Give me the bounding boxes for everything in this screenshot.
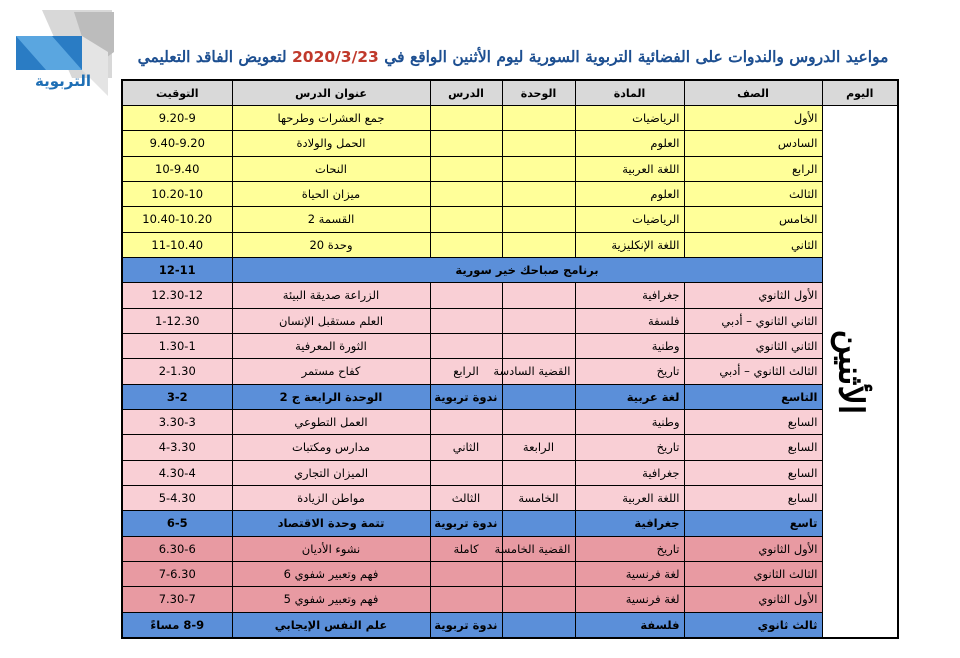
cell-topic: الميزان التجاري (232, 460, 430, 485)
cell-grade: الثاني الثانوي (684, 333, 822, 358)
cell-time: 3-2 (122, 384, 232, 409)
page-title (128, 47, 898, 66)
cell-time: 7.30-7 (122, 587, 232, 612)
cell-subject: جغرافية (575, 460, 684, 485)
cell-grade: الثاني الثانوي – أدبي (684, 308, 822, 333)
cell-unit (502, 283, 575, 308)
cell-grade: الثالث (684, 181, 822, 206)
day-label: الأثنين (830, 329, 871, 414)
cell-unit (502, 131, 575, 156)
cell-grade: السابع (684, 485, 822, 510)
cell-grade: الرابع (684, 156, 822, 181)
header-unit: الوحدة (502, 80, 575, 106)
cell-unit: القضية الخامسة (502, 536, 575, 561)
table-row (122, 106, 898, 131)
cell-topic: تتمة وحدة الاقتصاد (232, 511, 430, 536)
cell-subject: جغرافية (575, 283, 684, 308)
cell-lesson: الثاني (430, 435, 502, 460)
cell-time: 5-4.30 (122, 485, 232, 510)
cell-grade: الأول الثانوي (684, 283, 822, 308)
table-row (122, 612, 898, 638)
table-row (122, 181, 898, 206)
cell-grade: السابع (684, 435, 822, 460)
cell-subject: جغرافية (575, 511, 684, 536)
cell-unit (502, 207, 575, 232)
cell-unit: الرابعة (502, 435, 575, 460)
cell-topic: فهم وتعبير شفوي 5 (232, 587, 430, 612)
cell-unit (502, 333, 575, 358)
cell-unit (502, 612, 575, 638)
header-lesson: الدرس (430, 80, 502, 106)
banner-title: برنامج صباحك خير سورية (232, 257, 822, 282)
cell-topic: وحدة 20 (232, 232, 430, 257)
cell-topic: العمل التطوعي (232, 409, 430, 434)
cell-topic: جمع العشرات وطرحها (232, 106, 430, 131)
cell-lesson (430, 333, 502, 358)
cell-time: 12.30-12 (122, 283, 232, 308)
cell-time: 10.20-10 (122, 181, 232, 206)
cell-lesson (430, 561, 502, 586)
cell-unit (502, 232, 575, 257)
cell-topic: مدارس ومكتبات (232, 435, 430, 460)
cell-unit: القضية السادسة (502, 359, 575, 384)
cell-time: 3.30-3 (122, 409, 232, 434)
cell-grade: السابع (684, 460, 822, 485)
cell-time: 10.40-10.20 (122, 207, 232, 232)
cell-subject: وطنية (575, 333, 684, 358)
cell-subject: العلوم (575, 181, 684, 206)
cell-subject: تاريخ (575, 435, 684, 460)
cell-grade: السابع (684, 409, 822, 434)
cell-grade: الأول (684, 106, 822, 131)
cell-unit (502, 156, 575, 181)
cell-grade: الأول الثانوي (684, 587, 822, 612)
cell-subject: اللغة العربية (575, 485, 684, 510)
table-row (122, 308, 898, 333)
cell-topic: ميزان الحياة (232, 181, 430, 206)
header-row (122, 80, 898, 106)
day-cell (822, 106, 898, 639)
table-row (122, 485, 898, 510)
cell-time: 1-12.30 (122, 308, 232, 333)
cell-time: 9.40-9.20 (122, 131, 232, 156)
cell-lesson (430, 409, 502, 434)
cell-topic: علم النفس الإيجابي (232, 612, 430, 638)
cell-subject: لغة عربية (575, 384, 684, 409)
cell-unit (502, 511, 575, 536)
table-row (122, 435, 898, 460)
cell-time: 6-5 (122, 511, 232, 536)
cell-lesson: ندوة تربوية (430, 612, 502, 638)
cell-lesson: الرابع (430, 359, 502, 384)
cell-subject: تاريخ (575, 536, 684, 561)
cell-lesson (430, 587, 502, 612)
cell-subject: وطنية (575, 409, 684, 434)
cell-unit (502, 409, 575, 434)
header-time: التوقيت (122, 80, 232, 106)
cell-topic: فهم وتعبير شفوي 6 (232, 561, 430, 586)
cell-subject: الرياضيات (575, 207, 684, 232)
header-subject: المادة (575, 80, 684, 106)
cell-time: 7-6.30 (122, 561, 232, 586)
cell-time: 11-10.40 (122, 232, 232, 257)
table-row (122, 409, 898, 434)
cell-lesson: الثالث (430, 485, 502, 510)
cell-topic: مواطن الزيادة (232, 485, 430, 510)
cell-unit (502, 561, 575, 586)
table-row (122, 131, 898, 156)
table-row (122, 333, 898, 358)
cell-subject: لغة فرنسية (575, 587, 684, 612)
table-row (122, 359, 898, 384)
cell-topic: العلم مستقبل الإنسان (232, 308, 430, 333)
cell-lesson (430, 181, 502, 206)
cell-grade: ثالث ثانوي (684, 612, 822, 638)
cell-subject: العلوم (575, 131, 684, 156)
cell-unit (502, 384, 575, 409)
cell-topic: النحات (232, 156, 430, 181)
banner-time: 12-11 (122, 257, 232, 282)
cell-lesson: ندوة تربوية (430, 511, 502, 536)
cell-subject: اللغة العربية (575, 156, 684, 181)
cell-subject: اللغة الإنكليزية (575, 232, 684, 257)
table-row (122, 283, 898, 308)
cell-topic: الوحدة الرابعة ج 2 (232, 384, 430, 409)
banner-row (122, 257, 898, 282)
cell-unit (502, 308, 575, 333)
cell-grade: الثاني (684, 232, 822, 257)
cell-lesson (430, 106, 502, 131)
cell-lesson (430, 131, 502, 156)
cell-time: 1.30-1 (122, 333, 232, 358)
cell-time: 2-1.30 (122, 359, 232, 384)
cell-lesson (430, 283, 502, 308)
cell-grade: الثالث الثانوي – أدبي (684, 359, 822, 384)
cell-topic: الثورة المعرفية (232, 333, 430, 358)
header-day: اليوم (822, 80, 898, 106)
cell-topic: كفاح مستمر (232, 359, 430, 384)
table-row (122, 232, 898, 257)
cell-subject: الرياضيات (575, 106, 684, 131)
table-row (122, 536, 898, 561)
table-row (122, 384, 898, 409)
title-after: لتعويض الفاقد التعليمي (137, 47, 292, 66)
cell-grade: التاسع (684, 384, 822, 409)
table-row (122, 587, 898, 612)
cell-unit (502, 106, 575, 131)
cell-time: 8-9 مساءً (122, 612, 232, 638)
cell-subject: لغة فرنسية (575, 561, 684, 586)
schedule-table (121, 79, 899, 639)
header-topic: عنوان الدرس (232, 80, 430, 106)
cell-grade: تاسع (684, 511, 822, 536)
cell-subject: فلسفة (575, 308, 684, 333)
table-row (122, 207, 898, 232)
cell-time: 6.30-6 (122, 536, 232, 561)
cell-topic: القسمة 2 (232, 207, 430, 232)
cell-topic: الحمل والولادة (232, 131, 430, 156)
cell-lesson (430, 460, 502, 485)
cell-grade: الأول الثانوي (684, 536, 822, 561)
table-row (122, 156, 898, 181)
cell-unit (502, 460, 575, 485)
cell-lesson (430, 156, 502, 181)
cell-lesson: كاملة (430, 536, 502, 561)
cell-time: 4.30-4 (122, 460, 232, 485)
cell-lesson (430, 232, 502, 257)
cell-grade: الخامس (684, 207, 822, 232)
cell-unit: الخامسة (502, 485, 575, 510)
cell-lesson (430, 207, 502, 232)
cell-grade: السادس (684, 131, 822, 156)
table-row (122, 561, 898, 586)
logo-text: التربوية (35, 72, 91, 90)
cell-time: 9.20-9 (122, 106, 232, 131)
cell-topic: الزراعة صديقة البيئة (232, 283, 430, 308)
cell-grade: الثالث الثانوي (684, 561, 822, 586)
cell-unit (502, 587, 575, 612)
cell-topic: نشوء الأديان (232, 536, 430, 561)
cell-subject: فلسفة (575, 612, 684, 638)
table-row (122, 460, 898, 485)
title-before: مواعيد الدروس والندوات على الفضائية التربوية السورية ليوم الأثنين الواقع في (378, 47, 889, 66)
header-grade: الصف (684, 80, 822, 106)
title-date: 2020/3/23 (292, 48, 379, 66)
cell-time: 4-3.30 (122, 435, 232, 460)
cell-time: 10-9.40 (122, 156, 232, 181)
cell-lesson (430, 308, 502, 333)
table-row (122, 511, 898, 536)
cell-unit (502, 181, 575, 206)
cell-subject: تاريخ (575, 359, 684, 384)
cell-lesson: ندوة تربوية (430, 384, 502, 409)
